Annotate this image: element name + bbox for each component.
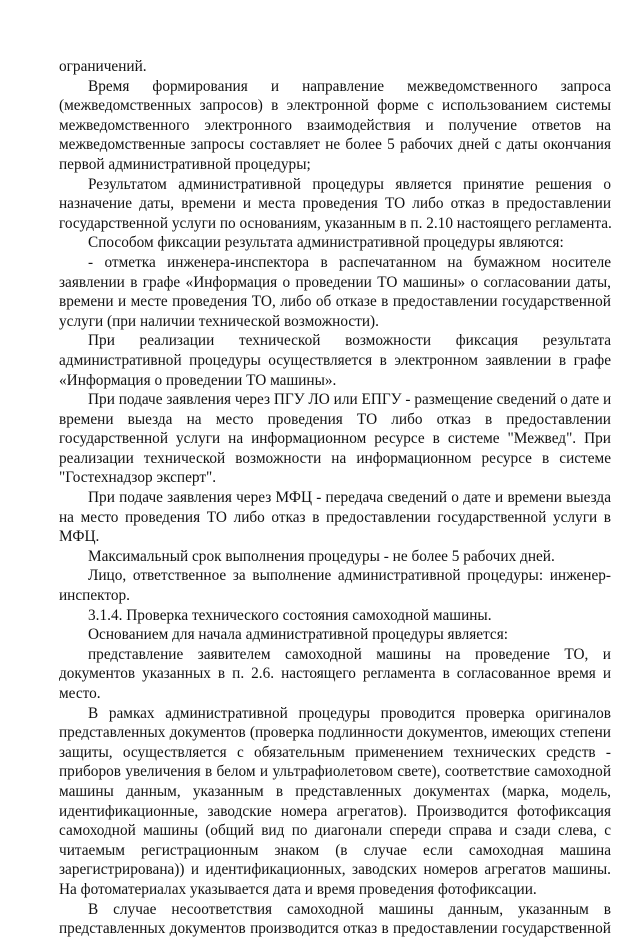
text-line: самоходной машины (общий вид по диагонали спереди справа и сзади слева, с: [59, 822, 611, 840]
text-line: Основанием для начала административной процедуры является:: [88, 626, 509, 644]
text-line: заявлении в графе «Информация о проведении ТО машины» о согласовании даты,: [59, 273, 611, 291]
text-line: межведомственного электронного взаимодействия и получение ответов на: [59, 116, 611, 134]
text-line: реализации технической возможности на информационном ресурсе в системе: [59, 449, 611, 467]
text-line: В рамках административной процедуры проводится проверка оригиналов: [88, 704, 611, 722]
text-line: зарегистрирована)) и идентификационных, заводских номеров агрегатов машины.: [59, 861, 611, 879]
text-line: административной процедуры осуществляется в электронном заявлении в графе: [59, 351, 611, 369]
text-line: государственной услуги по основаниям, указанным в п. 2.10 настоящего регламента.: [59, 214, 612, 232]
text-line: Результатом административной процедуры является принятие решения о: [88, 175, 611, 193]
text-line: услуги (при наличии технической возможности).: [59, 312, 379, 330]
text-line: 3.1.4. Проверка технического состояния самоходной машины.: [88, 606, 492, 624]
text-line: назначение даты, времени и места проведения ТО либо отказ в предоставлении: [59, 195, 611, 213]
text-line: При подаче заявления через МФЦ - передача сведений о дате и времени выезда: [88, 489, 611, 507]
text-line: государственной услуги на информационном ресурсе в системе "Межвед". При: [59, 430, 611, 448]
text-line: представленных документов производится отказ в предоставлении государственной: [59, 920, 611, 938]
text-line: «Информация о проведении ТО машины».: [59, 371, 337, 389]
text-line: При подаче заявления через ПГУ ЛО или ЕПГУ - размещение сведений о дате и: [88, 391, 612, 409]
text-line: времени и месте проведения ТО, либо об отказе в предоставлении государственной: [59, 293, 611, 311]
text-line: - отметка инженера-инспектора в распечатанном на бумажном носителе: [88, 253, 611, 271]
text-line: В случае несоответствия самоходной машины данным, указанным в: [88, 900, 611, 918]
text-line: представленных документов (проверка подлинности документов, имеющих степени: [59, 724, 611, 742]
text-line: МФЦ.: [59, 528, 100, 546]
text-line: инспектор.: [59, 587, 130, 605]
text-line: представление заявителем самоходной машины на проведение ТО, и: [88, 645, 611, 663]
text-line: место.: [59, 685, 101, 702]
text-line: Максимальный срок выполнения процедуры - не более 5 рабочих дней.: [88, 547, 555, 565]
text-line: ограничений.: [59, 58, 147, 75]
text-line: На фотоматериалах указывается дата и время проведения фотофиксации.: [59, 880, 537, 898]
text-line: защиты, осуществляется с обязательным применением технических средств -: [59, 743, 611, 761]
text-line: Время формирования и направление межведомственного запроса: [88, 77, 611, 95]
text-line: При реализации технической возможности фиксация результата: [88, 332, 611, 350]
text-line: (межведомственных запросов) в электронной форме с использованием системы: [59, 97, 611, 115]
text-line: первой административной процедуры;: [59, 155, 311, 173]
text-line: "Гостехнадзор эксперт".: [59, 469, 217, 487]
text-line: документов указанных в п. 2.6. настоящего регламента в согласованное время и: [59, 665, 611, 683]
text-line: Способом фиксации результата административной процедуры являются:: [88, 234, 564, 252]
text-line: межведомственные запросы составляет не более 5 рабочих дней с даты окончания: [59, 136, 611, 154]
text-line: времени выезда на место проведения ТО либо отказ в предоставлении: [59, 410, 611, 428]
text-line: приборов увеличения в белом и ультрафиолетовом свете), соответствие самоходной: [59, 763, 611, 781]
text-line: Лицо, ответственное за выполнение административной процедуры: инженер-: [88, 567, 611, 585]
text-line: читаемым регистрационным знаком (в случае если самоходная машина: [59, 841, 611, 859]
text-line: идентификационные, заводские номера агрегатов). Производится фотофиксация: [59, 802, 611, 820]
text-line: машины данным, указанным в представленных документах (марка, модель,: [59, 782, 611, 800]
text-line: на место проведения ТО либо отказ в предоставлении государственной услуги в: [59, 508, 611, 526]
